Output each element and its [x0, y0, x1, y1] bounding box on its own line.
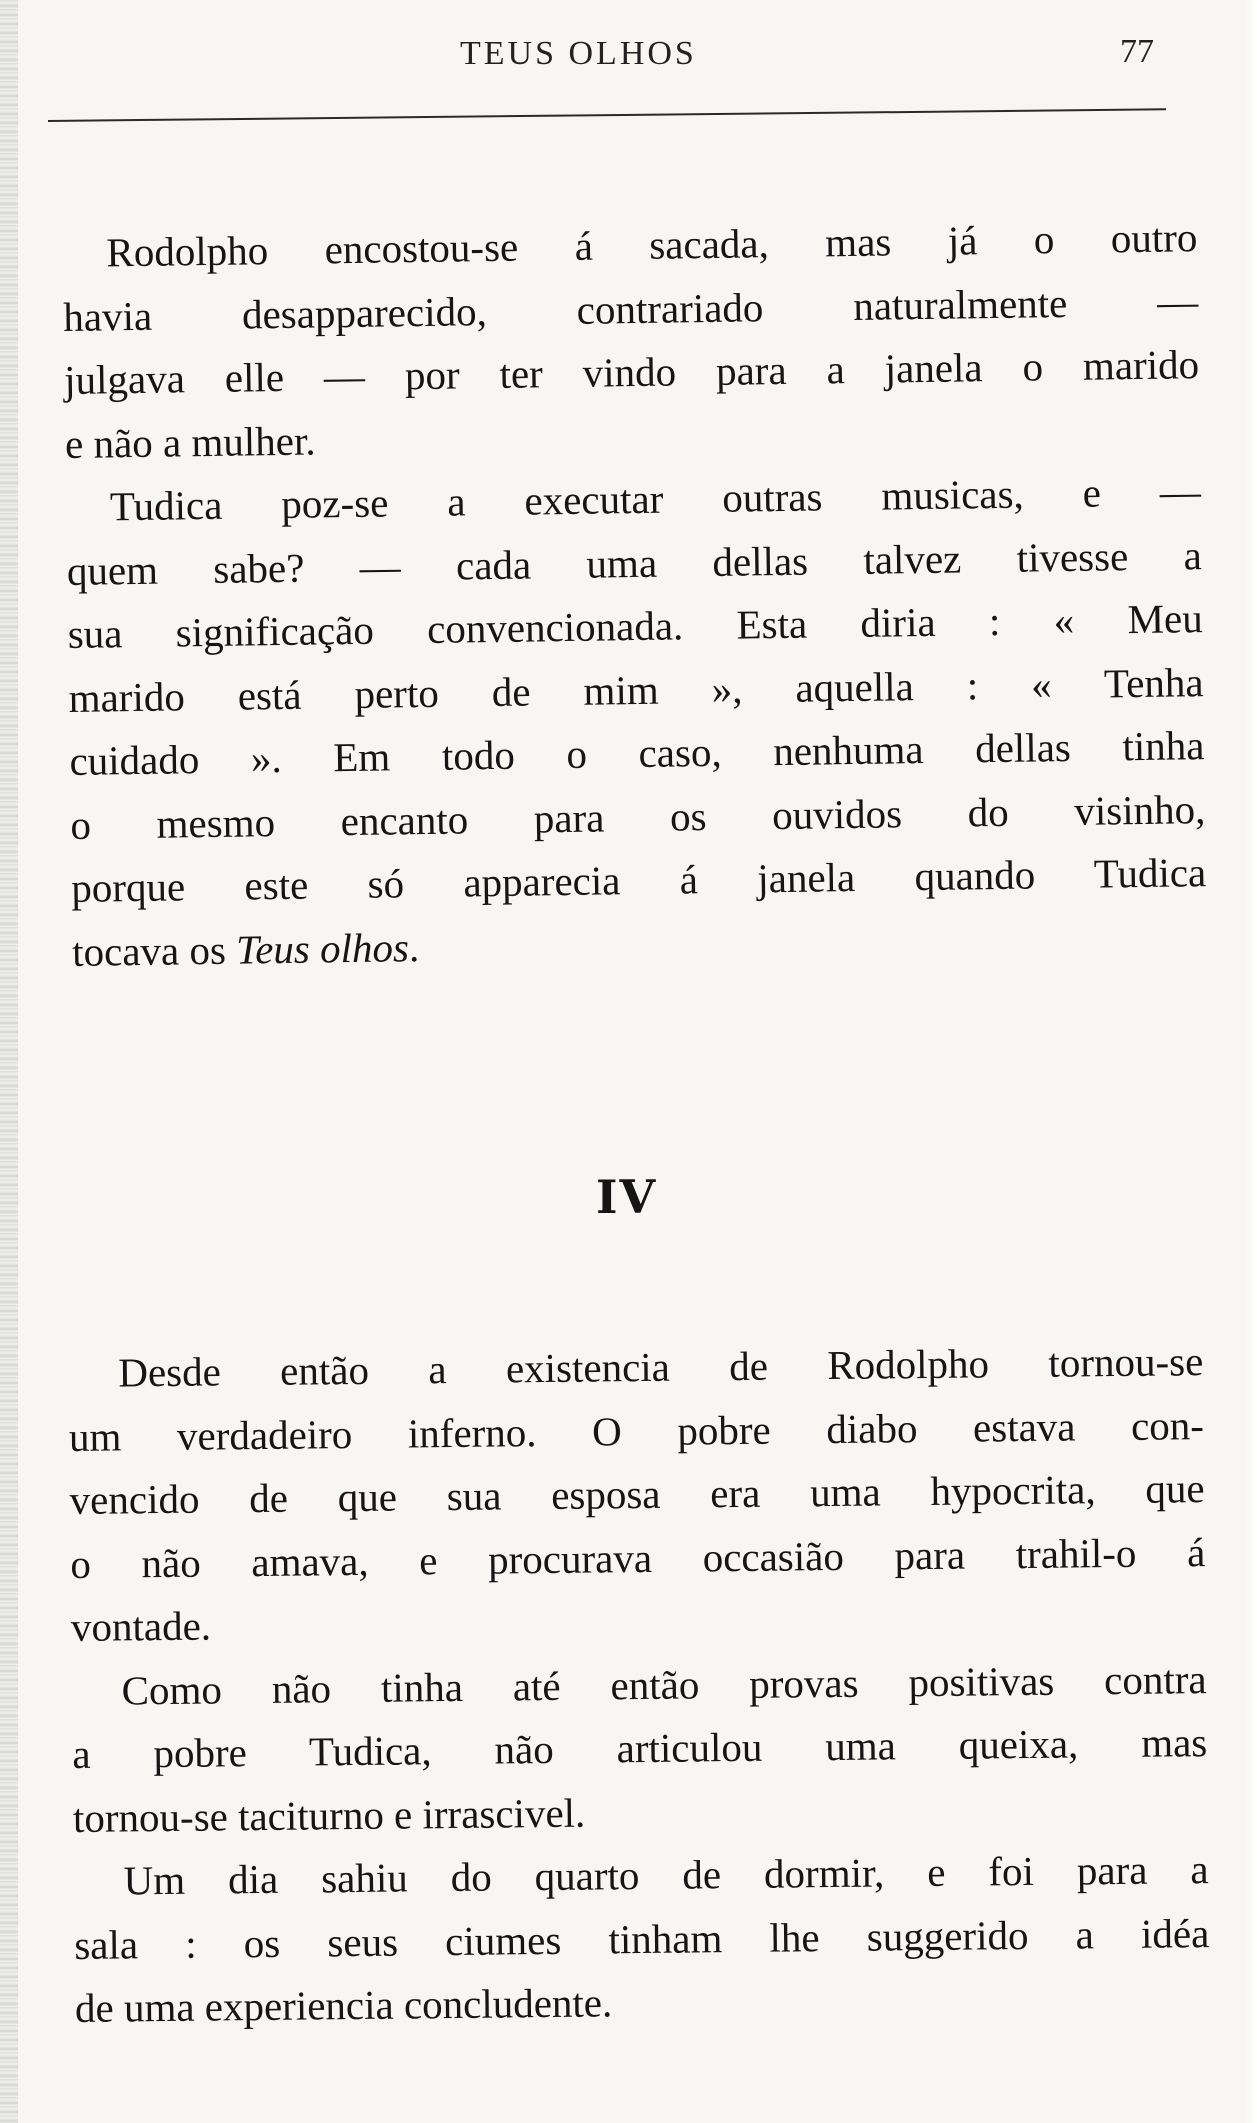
text-line: o não amava, e procurava occasião para trahil-o á [70, 1528, 1206, 1587]
chapter-heading: IV [596, 1170, 658, 1224]
text-line: cuidado ». Em todo o caso, nenhuma dellas tinha [69, 722, 1205, 784]
text-fragment: . [408, 923, 420, 970]
scan-edge-left [0, 0, 18, 2123]
text-line: a pobre Tudica, não articulou uma queixa, mas [72, 1719, 1208, 1777]
scan-edge-right [1245, 0, 1257, 2123]
text-line: Rodolpho encostou-se á sacada, mas já o outro [106, 214, 1198, 276]
text-line: sala : os seus ciumes tinham lhe suggerido a idéa [74, 1909, 1210, 1968]
text-line: Como não tinha até então provas positivas contra [121, 1655, 1207, 1713]
text-line: quem sabe? — cada uma dellas talvez tivesse a [66, 531, 1203, 594]
page-number: 77 [1120, 33, 1154, 70]
text-line: e não a mulher. [64, 416, 316, 467]
text-fragment: tocava os [71, 926, 237, 975]
header-rule [48, 108, 1166, 122]
text-line: julgava elle — por ter vindo para a janela o marido [63, 341, 1200, 403]
text-line: sua significação convencionada. Esta diria : « Meu [67, 595, 1203, 657]
running-title: TEUS OLHOS [460, 35, 697, 72]
text-line: um verdadeiro inferno. O pobre diabo estava con- [68, 1401, 1205, 1460]
text-block-after-chapter [68, 1330, 1210, 2040]
text-line: vencido de que sua esposa era uma hypocrita, que [69, 1465, 1205, 1523]
text-line: havia desapparecido, contrariado naturalmente — [62, 277, 1199, 340]
text-line: marido está perto de mim », aquella : « Tenha [68, 658, 1204, 721]
text-line: Desde então a existencia de Rodolpho tornou-se [118, 1338, 1204, 1396]
text-line: porque este só apparecia á janela quando Tudica [70, 849, 1207, 911]
text-block-before-chapter [62, 206, 1208, 984]
text-line: Tudica poz-se a executar outras musicas, e — [109, 468, 1202, 530]
text-line: vontade. [70, 1602, 212, 1650]
text-line: o mesmo encanto para os ouvidos do visinho, [70, 785, 1206, 848]
text-line: Um dia sahiu do quarto de dormir, e foi para a [123, 1846, 1209, 1904]
italic-title: Teus olhos [235, 923, 410, 973]
text-line: tornou-se taciturno e irrascivel. [72, 1789, 586, 1841]
text-line: de uma experiencia concludente. [74, 1979, 613, 2031]
